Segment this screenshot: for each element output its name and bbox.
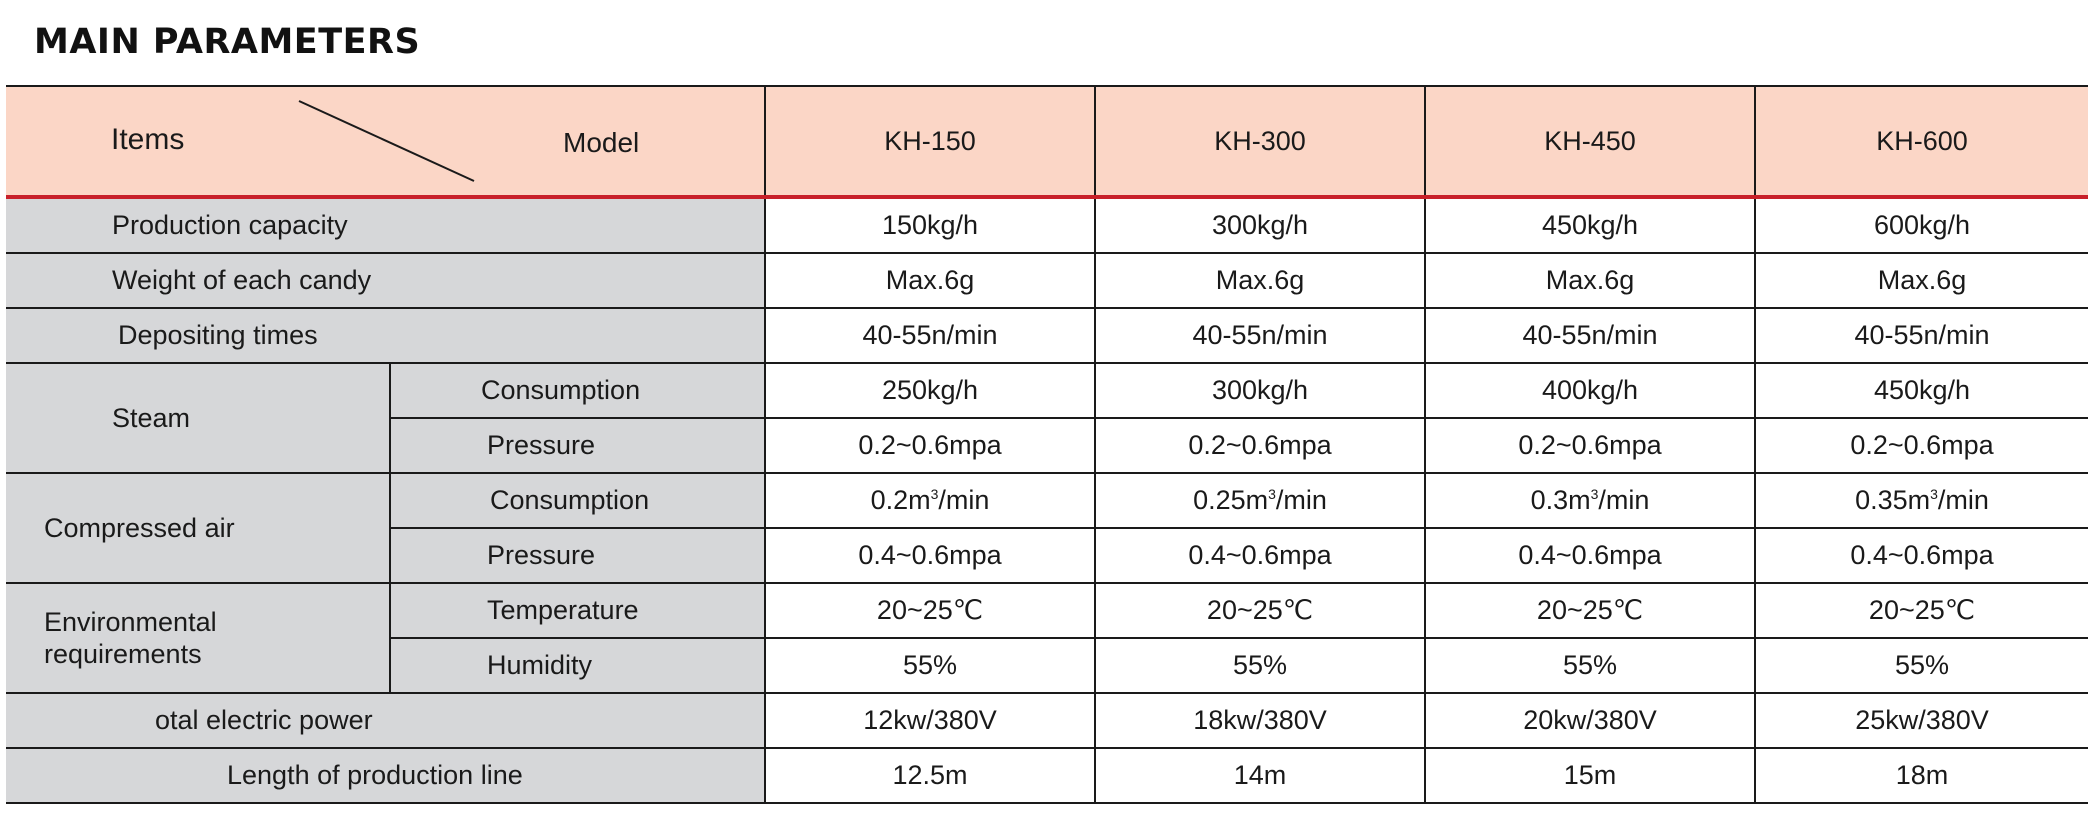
row-label-weight: Weight of each candy bbox=[112, 265, 372, 295]
page-title: MAIN PARAMETERS bbox=[34, 22, 421, 62]
sub-label-air-consumption: Consumption bbox=[490, 485, 650, 515]
table-cell: 450kg/h bbox=[1425, 197, 1755, 253]
row-label-production-capacity: Production capacity bbox=[112, 210, 348, 240]
table-cell: 12kw/380V bbox=[765, 693, 1095, 748]
items-header-label: Items bbox=[111, 123, 185, 156]
model-header-kh450: KH-450 bbox=[1425, 86, 1755, 197]
table-cell: 40-55n/min bbox=[1095, 308, 1425, 363]
table-cell: $0.2m^3/\min$ bbox=[765, 473, 1095, 528]
table-cell: 300kg/h bbox=[1095, 197, 1425, 253]
table-cell: 20~25℃ bbox=[1425, 583, 1755, 638]
header-row bbox=[6, 86, 2088, 197]
model-header-label: Model bbox=[563, 127, 640, 158]
table-cell: 250kg/h bbox=[765, 363, 1095, 418]
table-cell: 40-55n/min bbox=[1425, 308, 1755, 363]
table-row-env-temperature bbox=[6, 583, 2088, 638]
table-cell: 15m bbox=[1425, 748, 1755, 803]
row-label-environmental-requirements: Environmental requirements bbox=[6, 583, 390, 693]
table-cell: 55% bbox=[765, 638, 1095, 693]
row-label-depositing: Depositing times bbox=[118, 320, 318, 350]
table-row-depositing bbox=[6, 308, 2088, 363]
table-cell: 20kw/380V bbox=[1425, 693, 1755, 748]
sub-label-steam-pressure: Pressure bbox=[487, 430, 596, 460]
table-row-air-consumption bbox=[6, 473, 2088, 528]
table-cell: 18m bbox=[1755, 748, 2088, 803]
row-label-power: otal electric power bbox=[155, 705, 373, 735]
parameters-table bbox=[6, 85, 2088, 804]
table-row-length bbox=[6, 748, 2088, 803]
table-cell: 55% bbox=[1755, 638, 2088, 693]
table-cell: Max.6g bbox=[1425, 253, 1755, 308]
table-cell: 12.5m bbox=[765, 748, 1095, 803]
row-label-compressed-air: Compressed air bbox=[44, 512, 235, 543]
table-cell: 25kw/380V bbox=[1755, 693, 2088, 748]
model-header-kh300: KH-300 bbox=[1095, 86, 1425, 197]
table-cell: 55% bbox=[1095, 638, 1425, 693]
table-cell: 40-55n/min bbox=[765, 308, 1095, 363]
table-cell: Max.6g bbox=[1755, 253, 2088, 308]
items-model-header-cell bbox=[6, 86, 765, 197]
sub-label-air-pressure: Pressure bbox=[487, 540, 596, 570]
table-row-weight bbox=[6, 253, 2088, 308]
table-cell: 0.4~0.6mpa bbox=[1425, 528, 1755, 583]
table-cell: Max.6g bbox=[765, 253, 1095, 308]
table-cell: 0.4~0.6mpa bbox=[1095, 528, 1425, 583]
table-cell: 300kg/h bbox=[1095, 363, 1425, 418]
row-label-length: Length of production line bbox=[227, 760, 523, 790]
table-cell: 20~25℃ bbox=[1755, 583, 2088, 638]
table-cell: 0.2~0.6mpa bbox=[1095, 418, 1425, 473]
row-label-steam: Steam bbox=[112, 402, 191, 433]
table-cell: $0.25m^3/\min$ bbox=[1095, 473, 1425, 528]
table-cell: 450kg/h bbox=[1755, 363, 2088, 418]
table-cell: 40-55n/min bbox=[1755, 308, 2088, 363]
table-cell: 0.4~0.6mpa bbox=[1755, 528, 2088, 583]
table-cell: 0.2~0.6mpa bbox=[1755, 418, 2088, 473]
table-cell: $0.35m^3/\min$ bbox=[1755, 473, 2088, 528]
table-row-production-capacity bbox=[6, 197, 2088, 253]
table-row-steam-consumption bbox=[6, 363, 2088, 418]
table-cell: 0.2~0.6mpa bbox=[1425, 418, 1755, 473]
table-cell: 150kg/h bbox=[765, 197, 1095, 253]
table-cell: 14m bbox=[1095, 748, 1425, 803]
table-cell: 600kg/h bbox=[1755, 197, 2088, 253]
parameters-table-container bbox=[6, 85, 2090, 804]
table-cell: 55% bbox=[1425, 638, 1755, 693]
table-cell: 18kw/380V bbox=[1095, 693, 1425, 748]
table-cell: $0.3m^3/\min$ bbox=[1425, 473, 1755, 528]
table-cell: 0.2~0.6mpa bbox=[765, 418, 1095, 473]
table-cell: 20~25℃ bbox=[1095, 583, 1425, 638]
sub-label-steam-consumption: Consumption bbox=[481, 375, 641, 405]
table-cell: Max.6g bbox=[1095, 253, 1425, 308]
table-cell: 20~25℃ bbox=[765, 583, 1095, 638]
model-header-kh150: KH-150 bbox=[765, 86, 1095, 197]
table-row-power bbox=[6, 693, 2088, 748]
table-cell: 400kg/h bbox=[1425, 363, 1755, 418]
table-cell: 0.4~0.6mpa bbox=[765, 528, 1095, 583]
sub-label-temperature: Temperature bbox=[487, 595, 639, 625]
sub-label-humidity: Humidity bbox=[487, 650, 593, 680]
model-header-kh600: KH-600 bbox=[1755, 86, 2088, 197]
